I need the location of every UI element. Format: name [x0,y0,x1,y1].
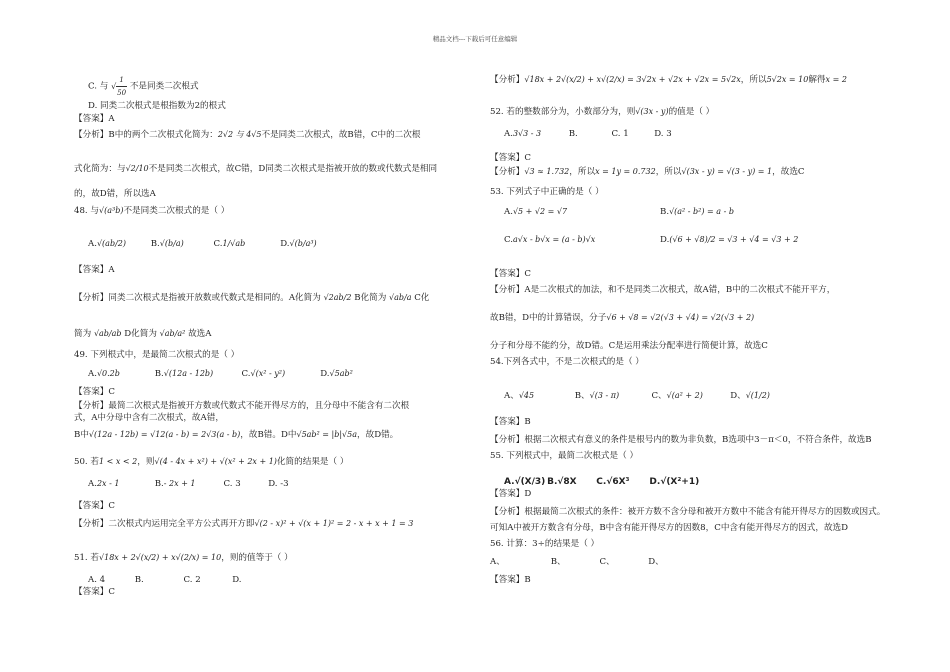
answer-53: 【答案】C [490,269,531,279]
math-expression: √2/10 [125,164,149,173]
analysis-55-line1: 【分析】根据最简二次根式的条件：被开方数不含分母和被开方数中不能含有能开得尽方的因数或因式。 [490,507,886,517]
answer-50: 【答案】C [74,501,115,511]
question-50: 50. 若1 < x < 2，则√(4 - 4x + x²) + √(x² + 2x + 1)化简的结果是（ ） [74,457,349,467]
question-54: 54.下列各式中，不是二次根式的是（ ） [490,357,644,367]
analysis-48-line1: 【分析】同类二次根式是指被开放数或代数式是相同的。A化简为 √2ab/2 B化简为 √ab/a C化 [74,293,430,303]
page-header: 精品文档---下载后可任意编辑 [432,35,518,43]
question-53: 53. 下列式子中正确的是（ ） [490,187,604,197]
question-48: 48. 与√(a³b)不是同类二次根式的是（ ） [74,206,230,216]
analysis-47-line3: 的，故D错，所以选A [74,189,156,199]
analysis-52: 【分析】√3 ≈ 1.732，所以x = 1y = 0.732，所以√(3x - y) = √(3 - y) = 1，故选C [490,167,805,177]
question-52-options: A.3√3 - 3 B. C. 1 D. 3 [504,129,672,139]
question-50-options: A.2x - 1 B.- 2x + 1 C. 3 D. -3 [88,479,289,489]
analysis-51: 【分析】√18x + 2√(x/2) + x√(2/x) = 3√2x + √2x + √2x = 5√2x，所以5√2x = 10解得x = 2 [490,75,847,85]
answer-47: 【答案】A [74,114,115,124]
option-c-line [88,74,199,99]
analysis-53-line2: 故B错，D中的计算错误，分子√6 + √8 = √2(√3 + √4) = √2(√3 + 2) [490,313,755,323]
answer-55: 【答案】D [490,489,532,499]
math-expression: √(a³b) [99,206,124,215]
question-56: 56. 计算：3÷的结果是（ ） [490,539,600,549]
analysis-47-line2: 式化简为：与√2/10不是同类二次根式，故C错，D同类二次根式是指被开放的数或代数式是相同 [74,164,438,174]
question-51-options: A. 4 B. C. 2 D. [88,575,242,585]
question-56-options: A、 B、 C、 D、 [490,557,664,567]
question-54-options: A、√45 B、√(3 - π) C、√(a² + 2) D、√(1/2) [504,391,770,401]
question-49: 49. 下列根式中，是最简二次根式的是（ ） [74,350,240,360]
question-53-option-d: D.(√6 + √8)/2 = √3 + √4 = √3 + 2 [660,235,799,245]
analysis-54: 【分析】根据二次根式有意义的条件是根号内的数为非负数，B选项中3－π＜0，不符合条件，故选B [490,435,872,445]
analysis-47-line1: 【分析】B中的两个二次根式化简为：2√2 与 4√5不是同类二次根式，故B错，C中的二次根 [74,130,421,140]
question-55: 55. 下列根式中，最简二次根式是（ ） [490,451,639,461]
math-expression: 2√2 与 4√5 [217,130,262,139]
analysis-55-line2: 可知A中被开方数含有分母，B中含有能开得尽方的因数8，C中含有能开得尽方的因式，故选D [490,523,849,533]
analysis-49-line2: 式，A中分母中含有二次根式，故A错， [74,413,224,423]
answer-52: 【答案】C [490,153,531,163]
question-53-option-a: A.√5 + √2 = √7 [504,207,568,217]
analysis-53-line1: 【分析】A是二次根式的加法，和不是同类二次根式，故A错，B中的二次根式不能开平方， [490,285,836,295]
answer-56: 【答案】B [490,575,531,585]
option-text: 不是同类二次根式 [129,81,199,92]
question-52: 52. 若的整数部分为，小数部分为，则√(3x - y)的值是（ ） [490,107,715,117]
analysis-49-line3: B中√(12a - 12b) = √12(a - b) = 2√3(a - b)，故B错。D中√5ab² = |b|√5a，故D错。 [74,430,399,440]
analysis-50: 【分析】二次根式内运用完全平方公式再开方即√(2 - x)² + √(x + 1)² = 2 - x + x + 1 = 3 [74,519,414,529]
question-53-option-c: C.a√x - b√x = (a - b)√x [504,235,596,245]
answer-54: 【答案】B [490,417,531,427]
analysis-48-line2: 简为 √ab/ab D化简为 √ab/a² 故选A [74,329,212,339]
question-53-option-b: B.√(a² - b²) = a - b [660,207,734,217]
option-d-line: D. 同类二次根式是根指数为2的根式 [88,101,226,111]
question-49-options: A.√0.2b B.√(12a - 12b) C.√(x² - y²) D.√5ab² [88,369,353,379]
math-expression: √ $\frac{1}{50}$ [111,76,127,97]
answer-48: 【答案】A [74,265,115,275]
answer-51: 【答案】C [74,587,115,597]
question-51: 51. 若√18x + 2√(x/2) + x√(2/x) = 10，则的值等于（ ） [74,553,293,563]
analysis-53-line3: 分子和分母不能约分，故D错。C是运用乘法分配率进行简便计算，故选C [490,341,768,351]
question-48-options: A.√(ab/2) B.√(b/a) C.1/√ab D.√(b/a³) [88,239,317,249]
question-55-options: A.√(X/3) B.√8X C.√6X³ D.√(X²+1) [504,477,700,487]
answer-49: 【答案】C [74,387,115,397]
analysis-49-line1: 【分析】最简二次根式是指被开方数或代数式不能开得尽方的，且分母中不能含有二次根 [74,401,410,411]
option-label: C. 与 [88,81,109,92]
